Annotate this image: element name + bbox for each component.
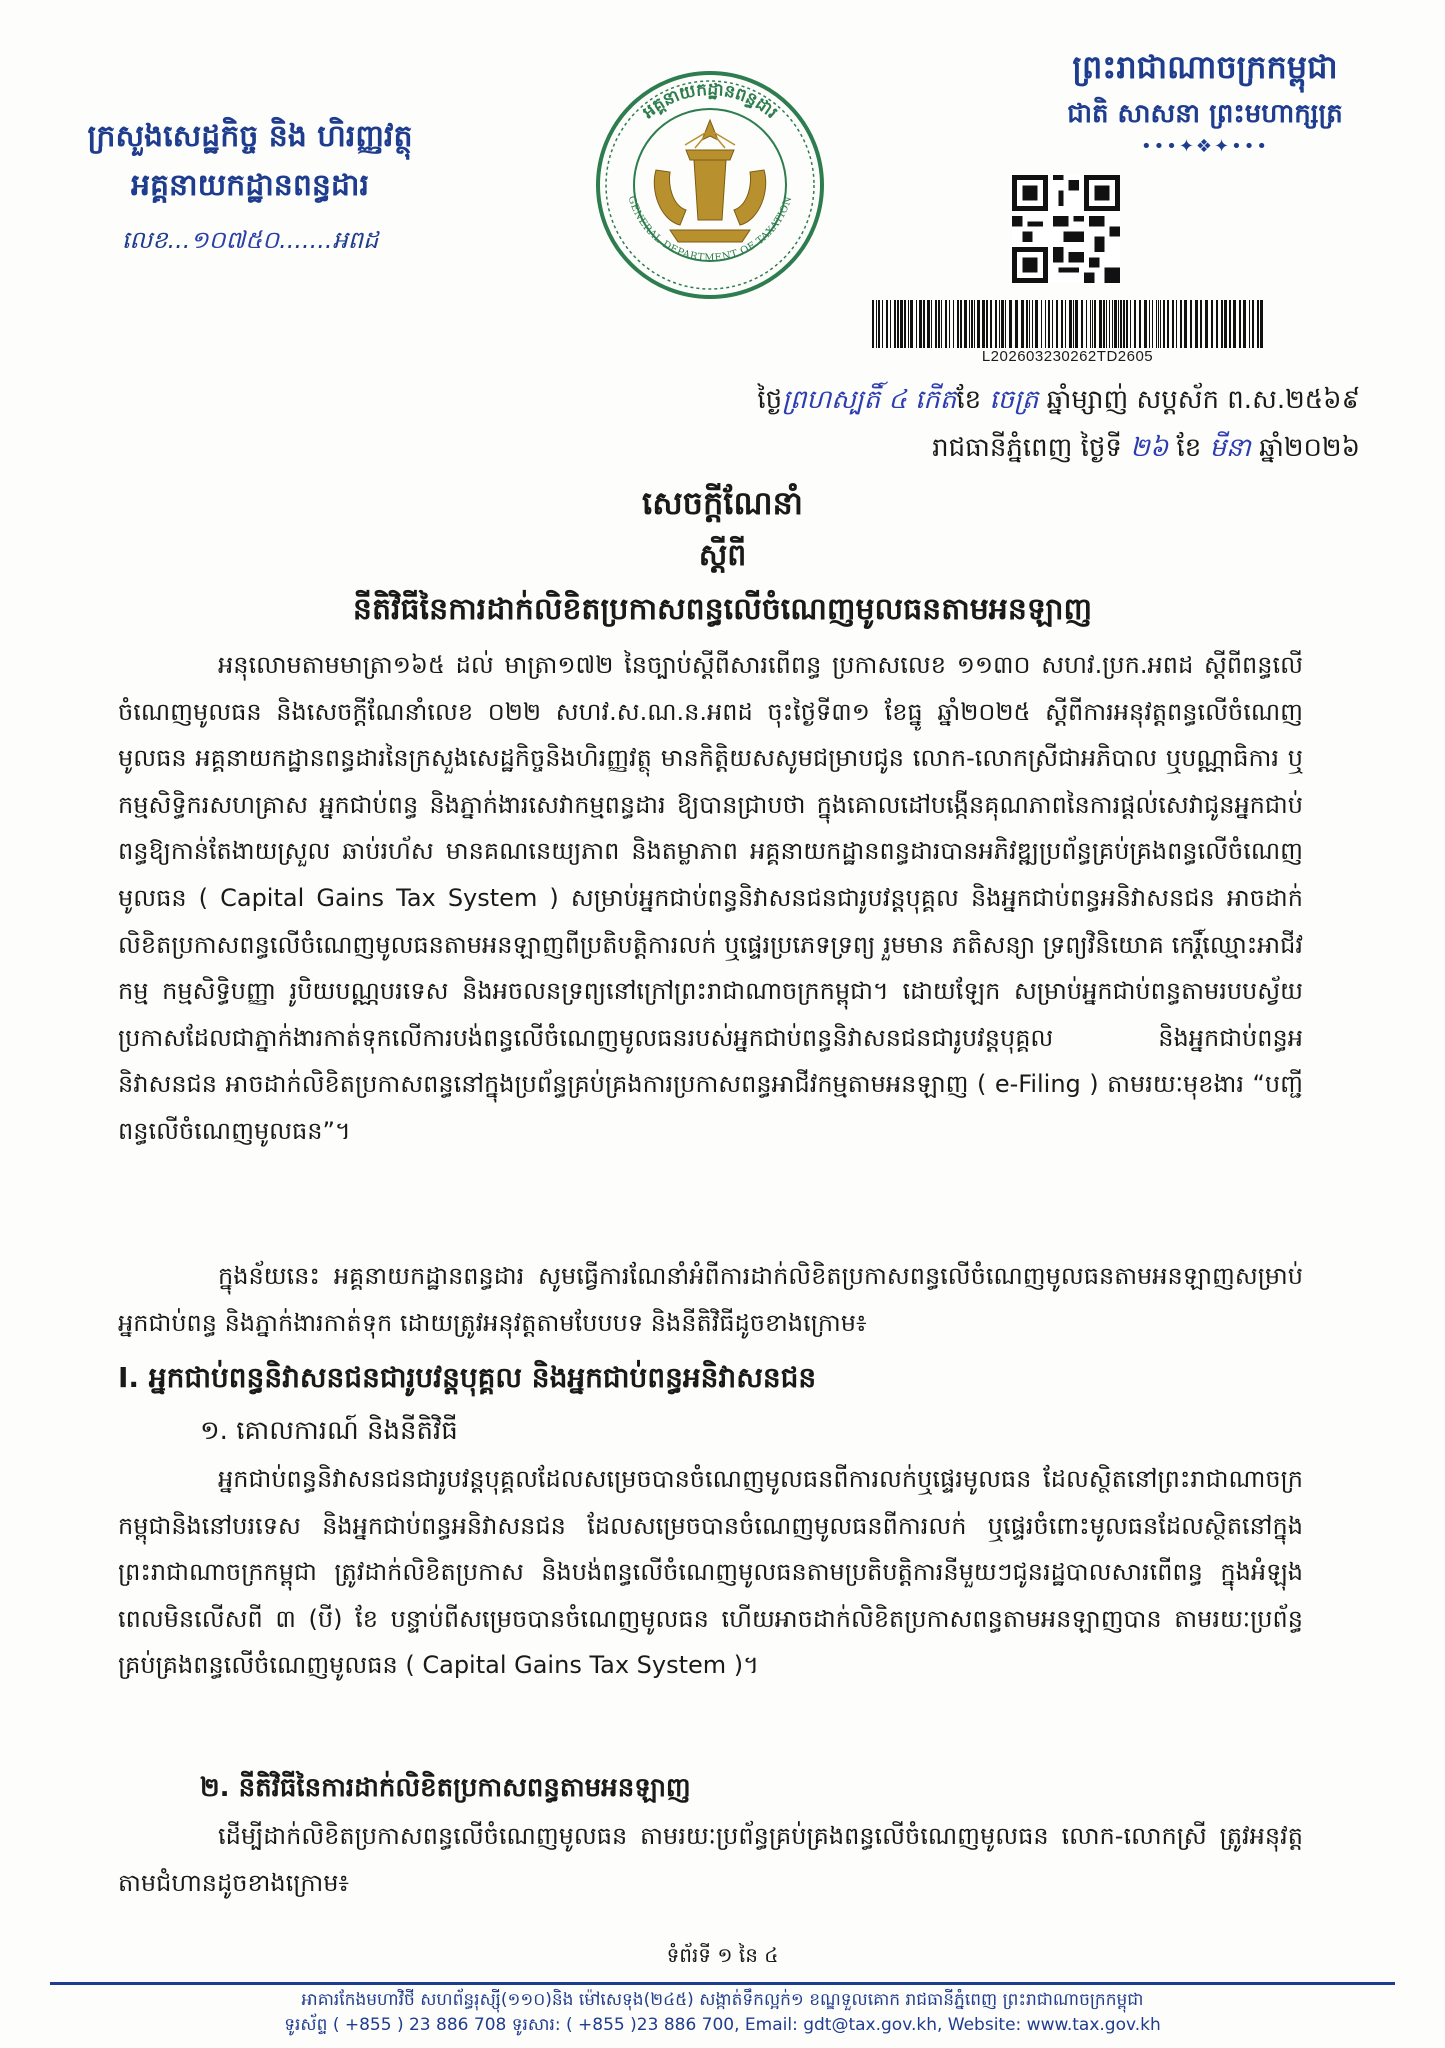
barcode-bar	[1163, 300, 1165, 348]
barcode-bar	[1009, 300, 1012, 348]
solar-month: មីនា	[1209, 433, 1251, 463]
barcode-bar	[1114, 300, 1117, 348]
national-motto: ជាតិ សាសនា ព្រះមហាក្សត្រ	[1067, 99, 1343, 129]
qr-code	[1012, 175, 1120, 283]
solar-month-label: ខែ	[1176, 433, 1202, 463]
barcode-bar	[1026, 300, 1028, 348]
lunar-date	[560, 380, 1360, 420]
barcode-bar	[1112, 300, 1113, 348]
barcode-bar	[982, 300, 985, 348]
barcode-bar	[1106, 300, 1107, 348]
barcode-bar	[1211, 300, 1213, 348]
paragraph-scope: ក្នុងន័យនេះ អគ្គនាយកដ្ឋានពន្ធដារ សូមធ្វើការណែនាំអំពីការដាក់លិខិតប្រកាសពន្ធលើចំណេញមូលធនតាមអនឡាញសម្រាប់អ្នកជាប់ពន្ធ និងភ្នាក់ងារកាត់ទុក ដោយត្រូវអនុវត្តតាមបែបបទ និងនីតិវិធីដូចខាងក្រោម៖	[118, 1262, 1303, 1337]
barcode-bar	[1065, 300, 1066, 348]
barcode-bar	[1001, 300, 1004, 348]
barcode-bar	[995, 300, 997, 348]
barcode-bar	[890, 300, 891, 348]
barcode-bar	[1243, 300, 1246, 348]
department-name: អគ្គនាយកដ្ឋានពន្ធដារ	[130, 168, 370, 203]
barcode-number: L202603230262TD2605	[981, 348, 1154, 365]
barcode-bar	[916, 300, 917, 348]
barcode-bar	[1086, 300, 1087, 348]
barcode-bar	[1149, 300, 1150, 348]
lunar-day-number: ៤	[888, 385, 907, 415]
barcode-bar	[1032, 300, 1033, 348]
barcode-bar	[1190, 300, 1192, 348]
document-subject: នីតិវិធីនៃការដាក់លិខិតប្រកាសពន្ធលើចំណេញមូលធនតាមអនឡាញ	[352, 592, 1093, 627]
barcode-bar	[1224, 300, 1227, 348]
footer-phone-email: ទូរស័ព្ទ ( +855 ) 23 886 708 ទូរសារ: ( +855 )23 886 700, Email: gdt@tax.gov.kh, Website: www.tax.gov.kh	[284, 2015, 1161, 2035]
ministry-name: ក្រសួងសេដ្ឋកិច្ច និង ហិរញ្ញវត្ថុ	[87, 119, 413, 154]
barcode-bar	[938, 300, 940, 348]
solar-date	[560, 428, 1360, 468]
barcode-bar	[894, 300, 896, 348]
barcode-bar	[872, 300, 874, 348]
barcode-bar	[957, 300, 959, 348]
lunar-prefix: ថ្ងៃ	[757, 385, 783, 415]
barcode-bar	[1180, 300, 1182, 348]
barcode-bar	[969, 300, 970, 348]
seal-top-text: អគ្គនាយកដ្ឋានពន្ធដារ	[638, 79, 782, 123]
barcode-bar	[931, 300, 932, 348]
barcode-bar	[1120, 300, 1122, 348]
barcode-bar	[882, 300, 883, 348]
barcode-bar	[964, 300, 967, 348]
barcode-bar	[1260, 300, 1263, 348]
barcode-bar	[1195, 300, 1198, 348]
barcode-bar	[1184, 300, 1187, 348]
lunar-year: ឆ្នាំម្សាញ់ សប្តស័ក ព.ស.២៥៦៩	[1046, 385, 1360, 415]
solar-day: ២៦	[1130, 433, 1169, 463]
barcode-bar	[1152, 300, 1153, 348]
barcode-bar	[971, 300, 973, 348]
barcode-bar	[1021, 300, 1024, 348]
paragraph-intro: អនុលោមតាមមាត្រា១៦៥ ដល់ មាត្រា១៧២ នៃច្បាប់ស្តីពីសារពើពន្ធ ប្រកាសលេខ ១១៣០ សហវ.ប្រក.អពដ ស្តីពីពន្ធលើចំណេញមូលធន និងសេចក្តីណែនាំលេខ ០២២ សហវ.ស.ណ.ន.អពដ ចុះថ្ងៃទី៣១ ខែធ្នូ ឆ្នាំ២០២៥ ស្តីពីការអនុវត្តពន្ធលើចំណេញមូលធន អគ្គនាយកដ្ឋានពន្ធដារនៃក្រសួងសេដ្ឋកិច្ចនិងហិរញ្ញវត្ថុ មានកិត្តិយសសូមជម្រាបជូន លោក-លោកស្រីជាអភិបាល ឬបណ្ណាធិការ ឬកម្មសិទ្ធិករសហគ្រាស អ្នកជាប់ពន្ធ និងភ្នាក់ងារសេវាកម្មពន្ធដារ ឱ្យបានជ្រាបថា ក្នុងគោលដៅបង្កើនគុណភាពនៃការផ្តល់សេវាជូនអ្នកជាប់ពន្ធឱ្យកាន់តែងាយស្រួល ឆាប់រហ័ស មានគណនេយ្យភាព និងតម្លាភាព អគ្គនាយកដ្ឋានពន្ធដារបានអភិវឌ្ឍប្រព័ន្ធគ្រប់គ្រងពន្ធលើចំណេញមូលធន ( Capital Gains Tax System ) សម្រាប់អ្នកជាប់ពន្ធនិវាសនជនជារូបវន្តបុគ្គល និងអ្នកជាប់ពន្ធអនិវាសនជន អាចដាក់លិខិតប្រកាសពន្ធលើចំណេញមូលធនតាមអនឡាញពីប្រតិបត្តិការលក់ ឬផ្ទេរប្រភេទទ្រព្យ រួមមាន ភតិសន្យា ទ្រព្យវិនិយោគ កេរ្តិ៍ឈ្មោះអាជីវកម្ម កម្មសិទ្ធិបញ្ញា រូបិយបណ្ណបរទេស និងអចលនទ្រព្យនៅក្រៅព្រះរាជាណាចក្រកម្ពុជា។ ដោយឡែក សម្រាប់អ្នកជាប់ពន្ធតាមរបបស្វ័យប្រកាសដែលជាភ្នាក់ងារកាត់ទុកលើការបង់ពន្ធលើចំណេញមូលធនរបស់អ្នកជាប់ពន្ធនិវាសនជនជារូបវន្តបុគ្គល និងអ្នកជាប់ពន្ធអនិវាសនជន អាចដាក់លិខិតប្រកាសពន្ធនៅក្នុងប្រព័ន្ធគ្រប់គ្រងការប្រកាសពន្ធអាជីវកម្មតាមអនឡាញ ( e-Filing ) តាមរយៈមុខងារ “បញ្ជីពន្ធលើចំណេញមូលធន”។	[118, 651, 1303, 1145]
letterhead-right	[1005, 40, 1405, 160]
barcode-bar	[886, 300, 888, 348]
document-title: សេចក្តីណែនាំ	[642, 484, 803, 522]
barcode-bar	[1130, 300, 1131, 348]
lunar-month: ចេត្រ	[989, 385, 1039, 415]
barcode-bar	[1134, 300, 1136, 348]
paragraph-principles: អ្នកជាប់ពន្ធនិវាសនជនជារូបវន្តបុគ្គលដែលសម្រេចបានចំណេញមូលធនពីការលក់ឬផ្ទេរមូលធន ដែលស្ថិតនៅព្រះរាជាណាចក្រកម្ពុជានិងនៅបរទេស និងអ្នកជាប់ពន្ធអនិវាសនជន ដែលសម្រេចបានចំណេញមូលធនពីការលក់ ឬផ្ទេរចំពោះមូលធនដែលស្ថិតនៅក្នុងព្រះរាជាណាចក្រកម្ពុជា ត្រូវដាក់លិខិតប្រកាស និងបង់ពន្ធលើចំណេញមូលធនតាមប្រតិបត្តិការនីមួយៗជូនរដ្ឋបាលសារពើពន្ធ ក្នុងអំឡុងពេលមិនលើសពី ៣ (បី) ខែ បន្ទាប់ពីសម្រេចបានចំណេញមូលធន ហើយអាចដាក់លិខិតប្រកាសពន្ធតាមអនឡាញបាន តាមរយៈប្រព័ន្ធគ្រប់គ្រងពន្ធលើចំណេញមូលធន ( Capital Gains Tax System )។	[118, 1465, 1303, 1680]
barcode-bar	[1048, 300, 1050, 348]
barcode-bar	[1139, 300, 1141, 348]
barcode-bar	[960, 300, 962, 348]
barcode	[870, 300, 1265, 348]
barcode-bar	[1176, 300, 1177, 348]
barcode-bar	[1205, 300, 1208, 348]
barcode-bar	[953, 300, 954, 348]
barcode-bar	[897, 300, 899, 348]
barcode-bar	[1015, 300, 1018, 348]
barcode-bar	[904, 300, 906, 348]
section-heading-1: I. អ្នកជាប់ពន្ធនិវាសនជនជារូបវន្តបុគ្គល និងអ្នកជាប់ពន្ធអនិវាសនជន	[118, 1361, 817, 1394]
barcode-bar	[1126, 300, 1128, 348]
barcode-bar	[1005, 300, 1006, 348]
barcode-bar	[1073, 300, 1074, 348]
reference-number	[40, 213, 460, 267]
barcode-bar	[1081, 300, 1083, 348]
subsection-heading-principles: ១. គោលការណ៍ និងនីតិវិធី	[200, 1416, 458, 1446]
barcode-bar	[1123, 300, 1125, 348]
barcode-bar	[999, 300, 1000, 348]
solar-year: ឆ្នាំ២០២៦	[1259, 433, 1360, 463]
subsection-heading-procedure: ២. នីតិវិធីនៃការដាក់លិខិតប្រកាសពន្ធតាមអនឡាញ	[200, 1773, 691, 1803]
barcode-bar	[1229, 300, 1231, 348]
barcode-bar	[1216, 300, 1218, 348]
barcode-bar	[1075, 300, 1078, 348]
barcode-bar	[1090, 300, 1091, 348]
barcode-bar	[1160, 300, 1161, 348]
barcode-bar	[1092, 300, 1093, 348]
barcode-bar	[900, 300, 903, 348]
barcode-bar	[1118, 300, 1119, 348]
ref-prefix: លេខ...	[121, 226, 191, 254]
barcode-bar	[974, 300, 975, 348]
kingdom-name: ព្រះរាជាណាចក្រកម្ពុជា	[1072, 48, 1338, 86]
barcode-bar	[986, 300, 988, 348]
barcode-bar	[919, 300, 922, 348]
barcode-bar	[876, 300, 877, 348]
barcode-bar	[1052, 300, 1053, 348]
barcode-bar	[1061, 300, 1063, 348]
barcode-bar	[1041, 300, 1042, 348]
barcode-bar	[1156, 300, 1157, 348]
barcode-bar	[935, 300, 937, 348]
barcode-bar	[1239, 300, 1241, 348]
ornament-divider: •••✦❖✦•••	[1140, 136, 1269, 157]
letterhead-left	[40, 115, 460, 267]
footer-contact	[40, 1988, 1405, 2038]
barcode-bar	[949, 300, 950, 348]
barcode-bar	[1144, 300, 1147, 348]
barcode-bar	[977, 300, 980, 348]
barcode-bar	[1233, 300, 1236, 348]
footer-divider	[50, 1982, 1395, 1985]
barcode-bar	[1099, 300, 1102, 348]
barcode-bar	[1252, 300, 1254, 348]
barcode-bar	[923, 300, 925, 348]
barcode-bar	[1172, 300, 1174, 348]
barcode-bar	[1103, 300, 1105, 348]
barcode-bar	[1249, 300, 1250, 348]
barcode-bar	[1158, 300, 1159, 348]
paragraph-procedure: ដើម្បីដាក់លិខិតប្រកាសពន្ធលើចំណេញមូលធន តាមរយៈប្រព័ន្ធគ្រប់គ្រងពន្ធលើចំណេញមូលធន លោក-លោកស្រី ត្រូវអនុវត្តតាមជំហានដូចខាងក្រោម៖	[118, 1822, 1303, 1897]
barcode-bar	[908, 300, 909, 348]
ref-number-handwritten: ១០៧៥០	[190, 226, 280, 254]
barcode-bar	[1045, 300, 1046, 348]
solar-prefix: រាជធានីភ្នំពេញ ថ្ងៃទី	[932, 433, 1122, 463]
title-about: ស្តីពី	[698, 538, 747, 573]
barcode-bar	[878, 300, 880, 348]
lunar-weekday: ព្រហស្បតិ៍	[782, 385, 881, 415]
barcode-bar	[1094, 300, 1096, 348]
barcode-bar	[1200, 300, 1202, 348]
ref-suffix: .......អពដ	[279, 226, 379, 254]
barcode-bar	[1167, 300, 1169, 348]
gdt-seal-logo	[590, 60, 830, 310]
barcode-bar	[1109, 300, 1110, 348]
barcode-bar	[941, 300, 942, 348]
barcode-bar	[945, 300, 947, 348]
barcode-bar	[1257, 300, 1259, 348]
page-number: ទំព័រទី ១ នៃ ៤	[666, 1943, 779, 1967]
barcode-bar	[910, 300, 913, 348]
barcode-bar	[990, 300, 992, 348]
barcode-bar	[1056, 300, 1058, 348]
barcode-bar	[1069, 300, 1072, 348]
lunar-phase: កើត	[915, 385, 957, 415]
barcode-bar	[1221, 300, 1223, 348]
lunar-month-label: ខែ	[956, 385, 982, 415]
barcode-bar	[1035, 300, 1038, 348]
seal-bottom-text: GENERAL DEPARTMENT OF TAXATION	[625, 194, 795, 264]
barcode-bar	[927, 300, 930, 348]
barcode-bar	[1029, 300, 1030, 348]
footer-address: អាគារកែងមហាវិថី សហព័ន្ធរុស្ស៊ី(១១០)និង ម៉ៅសេទុង(២៤៥) សង្កាត់ទឹកល្អក់១ ខណ្ឌទួលគោក រាជធានីភ្នំពេញ ព្រះរាជាណាចក្រកម្ពុជា	[301, 1990, 1144, 2010]
